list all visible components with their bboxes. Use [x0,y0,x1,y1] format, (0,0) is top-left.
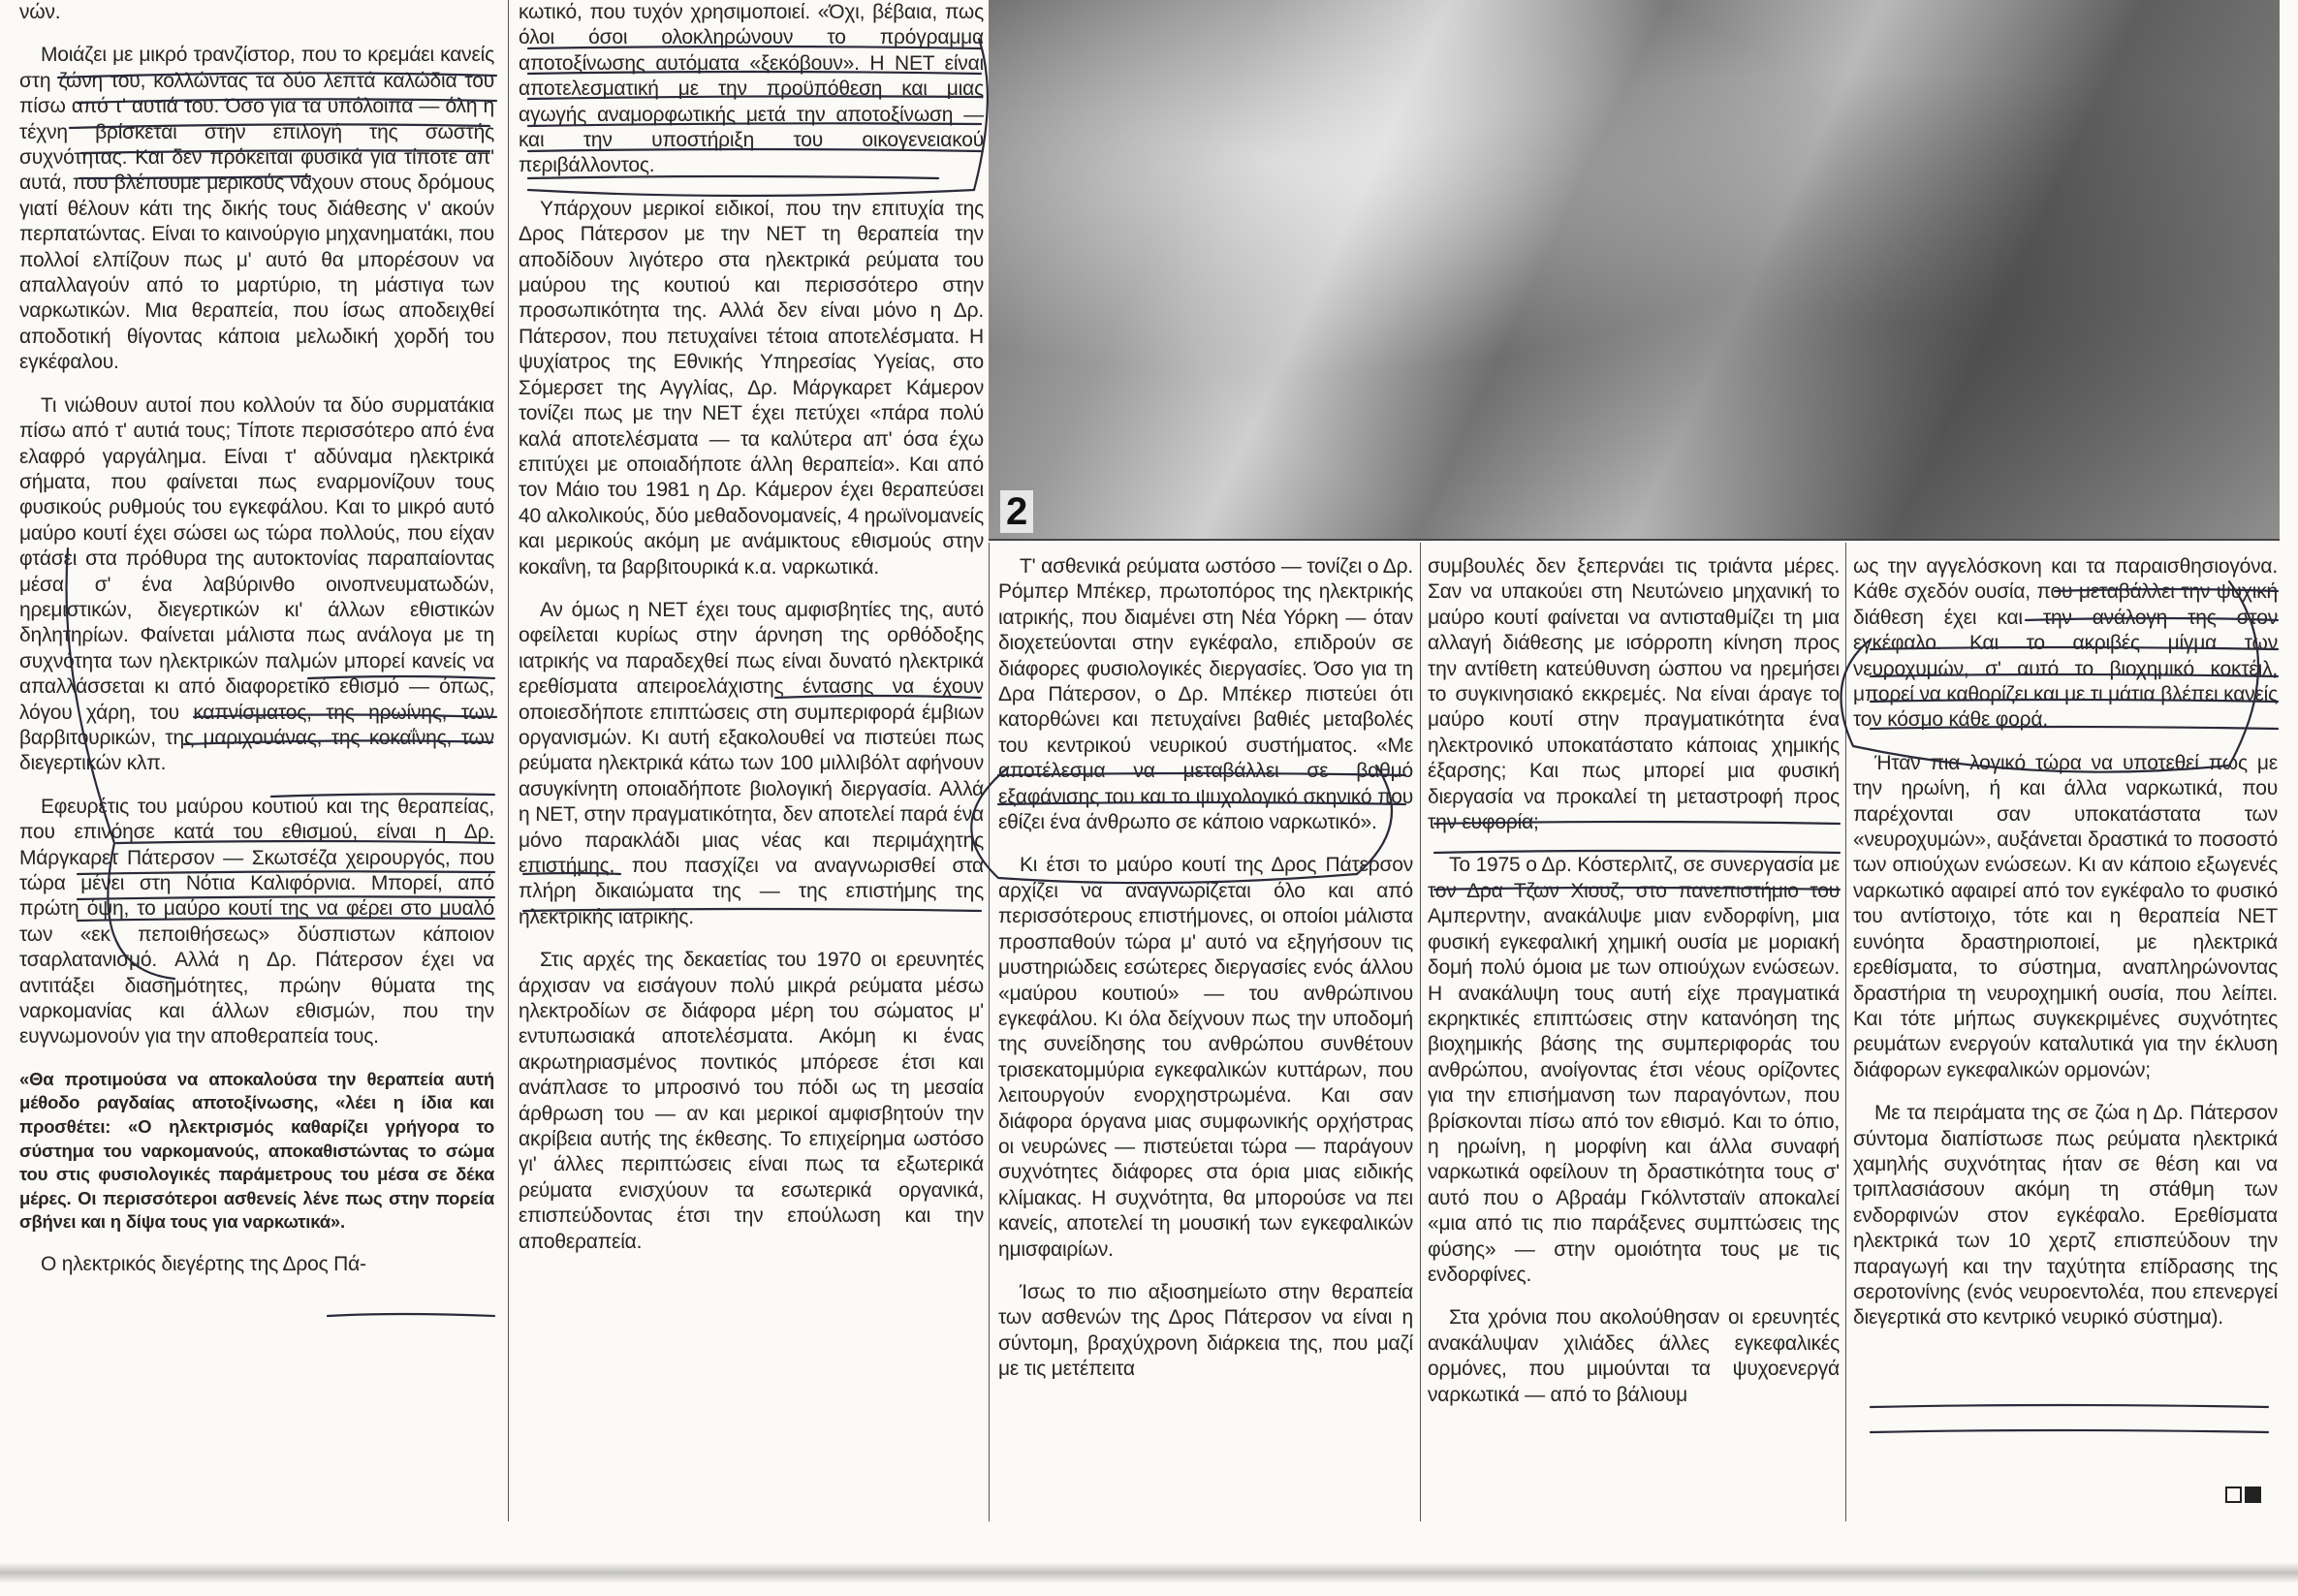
article-paragraph: ως την αγγελόσκονη και τα παραισθησιογόνα. Κάθε σχεδόν ουσία, που μεταβάλλει την ψυχική διάθεση έχει και την ανάλογη της στον εγκέφαλο. Και το ακριβές μίγμα των νευροχυμών, σ' αυτό το βιοχημικό κοκτέιλ, μπορεί να καθορίζει και με τι μάτια βλέπει κανείς τον κόσμο κάθε φορά. [1853,555,2278,732]
article-paragraph: Μοιάζει με μικρό τρανζίστορ, που το κρεμάει κανείς στη ζώνη του, κολλώντας τα δύο λεπτά καλώδια του πίσω από τ' αυτιά του. Όσο για τα υπόλοιπα — όλη η τέχνη βρίσκεται στην επιλογή της σωστής συχνότητας. Και δεν πρόκειται φυσικά για τίποτε απ' αυτά, που βλέπουμε μερικούς νάχουν στους δρόμους γιατί θέλουν κάτι της δικής τους διάθεσης ν' ακούν περπατώντας. Είναι το καινούργιο μηχανηματάκι, που πολλοί ελπίζουν πως μ' αυτό θα μπορέσουν να απαλλαγούν από το μαρτύριο, τη μάστιγα των ναρκωτικών. Μια θεραπεία, που ίσως αποδειχθεί αποδοτική θίγοντας κάποια μελωδική χορδή του εγκέφαλου. [19,44,494,374]
column-3 [998,554,1413,1523]
article-paragraph: κωτικό, που τυχόν χρησιμοποιεί. «Όχι, βέβαια, πως όλοι όσοι ολοκληρώνουν το πρόγραμμα αποτοξίνωσης αυτόματα «ξεκόβουν». Η ΝΕΤ είναι αποτελεσματική με την προϋπόθεση και μιας αγωγής αναμορφωτικής μετά την αποτοξίνωση — και την υποστήριξη του οικογενειακού περιβάλλοντος. [519,1,984,177]
article-paragraph: Στις αρχές της δεκαετίας του 1970 οι ερευνητές άρχισαν να εισάγουν πολύ μικρά ρεύματα μέσω ηλεκτροδίων σε διάφορα μέρη του σώματος μ' εντυπωσιακά αποτελέσματα. Ακόμη κι ένας ακρωτηριασμένος ποντικός μπόρεσε έτσι και ανάπλασε το μπροσινό του πόδι ως τη μεσαία άρθρωση του — αν και μερικοί αμφισβητούν την ακρίβεια αυτής της έκθεσης. Το επιχείρημα ωστόσο γι' άλλες περιπτώσεις είναι πως τα εξωτερικά ρεύματα ενισχύουν τα εσωτερικά οργανικά, επισπεύδοντας έτσι την επούλωση και την αποθεραπεία. [519,949,984,1253]
article-paragraph: Κι έτσι το μαύρο κουτί της Δρος Πάτερσον αρχίζει να αναγνωρίζεται όλο και από περισσότερους επιστήμονες, οι οποίοι μάλιστα προσπαθούν τώρα μ' αυτό να εξηγήσουν τις μυστηριώδεις εσώτερες διεργασίες ενός άλλου «μαύρου κουτιού» — του ανθρώπινου εγκεφάλου. Κι όλα δείχνουν πως την υποδομή της συνείδησης του ανθρώπου συνθέτουν τρισεκατομμύρια εγκεφαλικών κυττάρων, που λειτουργούν ενορχηστρωμένα. Και σαν διάφορα όργανα μιας συμφωνικής ορχήστρας οι νευρώνες — πιστεύεται τώρα — παράγουν συχνότητες διάφορες στα όρια μιας ειδικής κλίμακας. Η συχνότητα, θα μπορούσε να πει κανείς, αποτελεί τη μουσική των εγκεφαλικών ημισφαιρίων. [998,854,1413,1261]
column-divider [989,543,990,1521]
article-paragraph: «Θα προτιμούσα να αποκαλούσα την θεραπεία αυτή μέθοδο ραγδαίας αποτοξίνωσης, «λέει η ίδια και προσθέτει: «Ο ηλεκτρισμός καθαρίζει γρήγορα το σύστημα του ναρκομανούς, αποκαθιστώντας το σώμα του στις φυσιολογικές παράμετρους του μέσα σε δέκα μέρες. Οι περισσότεροι ασθενείς λένε πως στην πορεία σβήνει και η δίψα τους για ναρκωτικά». [19,1068,494,1233]
scan-shadow [0,1562,2298,1583]
column-divider [508,0,509,1521]
article-paragraph: συμβουλές δεν ξεπερνάει τις τριάντα μέρες. Σαν να υπακούει στη Νευτώνειο μηχανική το μαύρο κουτί φαίνεται να αντισταθμίζει τη μια αλλαγή διάθεσης με ισόρροπη κίνηση προς την αντίθετη κατεύθυνση ώσπου να ηρεμήσει το συγκινησιακό εκκρεμές. Να είναι άραγε το μαύρο κουτί στην πραγματικότητα ένα ηλεκτρονικό υποκατάστατο κάποιας χημικής έξαρσης; Και πως μπορεί μια φυσική διεργασία να προκαλεί τη μεταστροφή προς την ευφορία; [1428,555,1840,834]
article-paragraph: Το 1975 ο Δρ. Κόστερλιτζ, σε συνεργασία με τον Δρα Τζων Χιουζ, στο πανεπιστήμιο του Αμπερντην, ανακάλυψε μιαν ενδορφίνη, μια φυσική εγκεφαλική χημική ουσία με μοριακή δομή πολύ όμοια με των οπιούχων ενώσεων. Η ανακάλυψη τους αυτή είχε πραγματικά εκρηκτικές επιπτώσεις στην κατανόηση της βιοχημικής βάσης της συμπεριφοράς του ανθρώπου, ανοίγοντας έτσι νέους ορίζοντες για την επισήμανση των παραγόντων, που βρίσκονται πίσω από τον εθισμό. Και το όπιο, η ηρωίνη, η μορφίνη και άλλα συναφή ναρκωτικά οφείλουν τη δραστικότητα τους σ' αυτό που ο Αβραάμ Γκόλντσταϊν αποκαλεί «μια από τις πιο παράξενες συμπτώσεις της φύσης» — στην ομοιότητα τους με τις ενδορφίνες. [1428,854,1840,1286]
article-paragraph: Αν όμως η ΝΕΤ έχει τους αμφισβητίες της, αυτό οφείλεται κυρίως στην άρνηση της ορθόδοξης ιατρικής να παραδεχθεί πως είναι δυνατό ηλεκτρικά ερεθίσματα απειροελάχιστης έντασης να έχουν οποιεσδήποτε επιπτώσεις στη συμπεριφορά έμβιων οργανισμών. Κι αυτή εξακολουθεί να πιστεύει πως ρεύματα ηλεκτρικά κάτω των 100 μιλλιβόλτ αφήνουν ασυγκίνητη οποιαδήποτε βιολογική διεργασία. Αλλά η ΝΕΤ, στην πραγματικότητα, δεν αποτελεί παρά ένα μόνο παρακλάδι μιας νέας και περιμάχητης επιστήμης, που πασχίζει να αναγνωρισθεί στα πλήρη δικαιώματα της — της επιστήμης της ηλεκτρικής ιατρικής. [519,598,984,928]
article-paragraph: νών. [19,1,61,23]
column-divider [1845,543,1846,1521]
article-paragraph: Τι νιώθουν αυτοί που κολλούν τα δύο συρματάκια πίσω από τ' αυτιά τους; Τίποτε περισσότερο από ένα ελαφρό γαργάλημα. Είναι τ' αδύναμα ηλεκτρικά σήματα, που φαίνεται πως εναρμονίζουν τους φυσικούς ρυθμούς του εγκεφάλου. Και το μικρό αυτό μαύρο κουτί έχει σώσει ως τώρα πολλούς, που είχαν φτάσει στα πρόθυρα της αυτοκτονίας παραπαίοντας μέσα σ' ένα λαβύρινθο οινοπνευματωδών, ηρεμιστικών, διεγερτικών κι' άλλων εθιστικών δηλητηρίων. Φαίνεται μάλιστα πως ανάλογα με τη συχνότητα των ηλεκτρικών παλμών μπορεί κανείς να απαλλάσσεται κι από διαφορετικό εθισμό — όπως, λόγου χάρη, του καπνίσματος, της ηρωίνης, των βαρβιτουρικών, της μαριχουάνας, της κοκαΐνης, των διεγερτικών κλπ. [19,393,494,775]
article-photo [989,0,2280,541]
column-1 [19,0,494,1512]
article-paragraph: Εφευρέτις του μαύρου κουτιού και της θεραπείας, που επινόησε κατά του εθισμού, είναι η Δρ. Μάργκαρετ Πάτερσον — Σκωτσέζα χειρουργός, που τώρα μένει στη Νότια Καλιφόρνια. Μπορεί, από πρώτη όψη, το μαύρο κουτί της να φέρει στο μυαλό των «εκ πεποιθήσεως» δύσπιστων κάποιον τσαρλατανισμό. Αλλά η Δρ. Πάτερσον έχει να αντιτάξει διασημότητες, πρώην θύματα της ναρκομανίας και άλλων εθισμών, που την ευγνωμονούν για την αποθεραπεία τους. [19,795,494,1048]
column-divider [1420,543,1421,1521]
article-end-mark [2225,1486,2264,1506]
article-paragraph: Ίσως το πιο αξιοσημείωτο στην θεραπεία των ασθενών της Δρος Πάτερσον να είναι η σύντομη, βραχύχρονη διάρκεια της, που μαζί με τις μετέπειτα [998,1280,1413,1381]
article-paragraph: Στα χρόνια που ακολούθησαν οι ερευνητές ανακάλυψαν χιλιάδες άλλες εγκεφαλικές ορμόνες, που μιμούνται τα ψυχοενεργά ναρκωτικά — από το βάλιουμ [1428,1306,1840,1406]
column-2 [519,0,984,1512]
column-5 [1853,554,2278,1523]
article-paragraph: Ήταν πια λογικό τώρα να υποτεθεί πως με την ηρωίνη, ή και άλλα ναρκωτικά, που παρέχονται σαν υποκατάστατα των «νευροχυμών», αυξάνεται δραστικά το ποσοστό των οπιούχων ενώσεων. Κι αν κάποιο εξωγενές ναρκωτικό αφαιρεί από τον εγκέφαλο το φυσικό του αντίστοιχο, τότε και η θεραπεία ΝΕΤ ευνόητα δραστηριοποιεί, με ηλεκτρικά ερεθίσματα, το σύστημα, αναπληρώνοντας δραστήρια τη νευροχημική ουσία, που λείπει. Και τότε μήπως συγκεκριμένες συχνότητες ρευμάτων ενεργούν καταλυτικά για την έκλυση διάφορων εγκεφαλικών ορμονών; [1853,751,2278,1081]
article-paragraph: Τ' ασθενικά ρεύματα ωστόσο — τονίζει ο Δρ. Ρόμπερ Μπέκερ, πρωτοπόρος της ηλεκτρικής ιατρικής, που διαμένει στη Νέα Υόρκη — όταν διοχετεύονται στην εγκέφαλο, επιδρούν σε διάφορες φυσιολογικές διεργασίες. Όσο για τη Δρα Πάτερσον, ο Δρ. Μπέκερ πιστεύει ότι κατορθώνει και πετυχαίνει βαθιές μεταβολές του κεντρικού νευρικού συστήματος. «Με αποτέλεσμα να μεταβάλλει σε βαθμό εξαφάνισης του και το ψυχολογικό σκηνικό που εθίζει ένα άνθρωπο σε κάποιο ναρκωτικό». [998,555,1413,834]
photo-number: 2 [1000,490,1033,533]
article-paragraph: Υπάρχουν μερικοί ειδικοί, που την επιτυχία της Δρος Πάτερσον με την ΝΕΤ τη θεραπεία την αποδίδουν λιγότερο στα ηλεκτρικά ρεύματα του μαύρου της κουτιού και περισσότερο στην προσωπικότητα της. Αλλά δεν είναι μόνο η Δρ. Πάτερσον, που πετυχαίνει τέτοια αποτελέσματα. Η ψυχίατρος της Εθνικής Υπηρεσίας Υγείας, στο Σόμερσετ της Αγγλίας, Δρ. Μάργκαρετ Κάμερον τονίζει πως με την ΝΕΤ έχει πετύχει «πάρα πολύ καλά αποτελέσματα — τα καλύτερα απ' όσα έχω επιτύχει με οποιαδήποτε άλλη θεραπεία». Και από τον Μάιο του 1981 η Δρ. Κάμερον έχει θεραπεύσει 40 αλκολικούς, δύο μεθαδονομανείς, 4 ηρωϊνομανείς και μερικούς ακόμη με ανάμικτους εθισμούς στην κοκαΐνη, τα βαρβιτουρικά κ.α. ναρκωτικά. [519,197,984,579]
article-paragraph: Με τα πειράματα της σε ζώα η Δρ. Πάτερσον σύντομα διαπίστωσε πως ρεύματα ηλεκτρικά χαμηλής συχνότητας ήταν σε θέση και να τριπλασιάσουν ακόμη τη στάθμη των ενδορφινών στον εγκέφαλο. Ερεθίσματα ηλεκτρικά των 10 χερτζ επισπεύδουν την παραγωγή και την ταχύτητα επίδρασης της σεροτονίνης (ενός νευροεντολέα, που επενεργεί διεγερτικά στο κεντρικό νευρικό σύστημα). [1853,1102,2278,1330]
article-paragraph: Ο ηλεκτρικός διεγέρτης της Δρος Πά- [41,1253,366,1275]
column-4 [1428,554,1840,1523]
